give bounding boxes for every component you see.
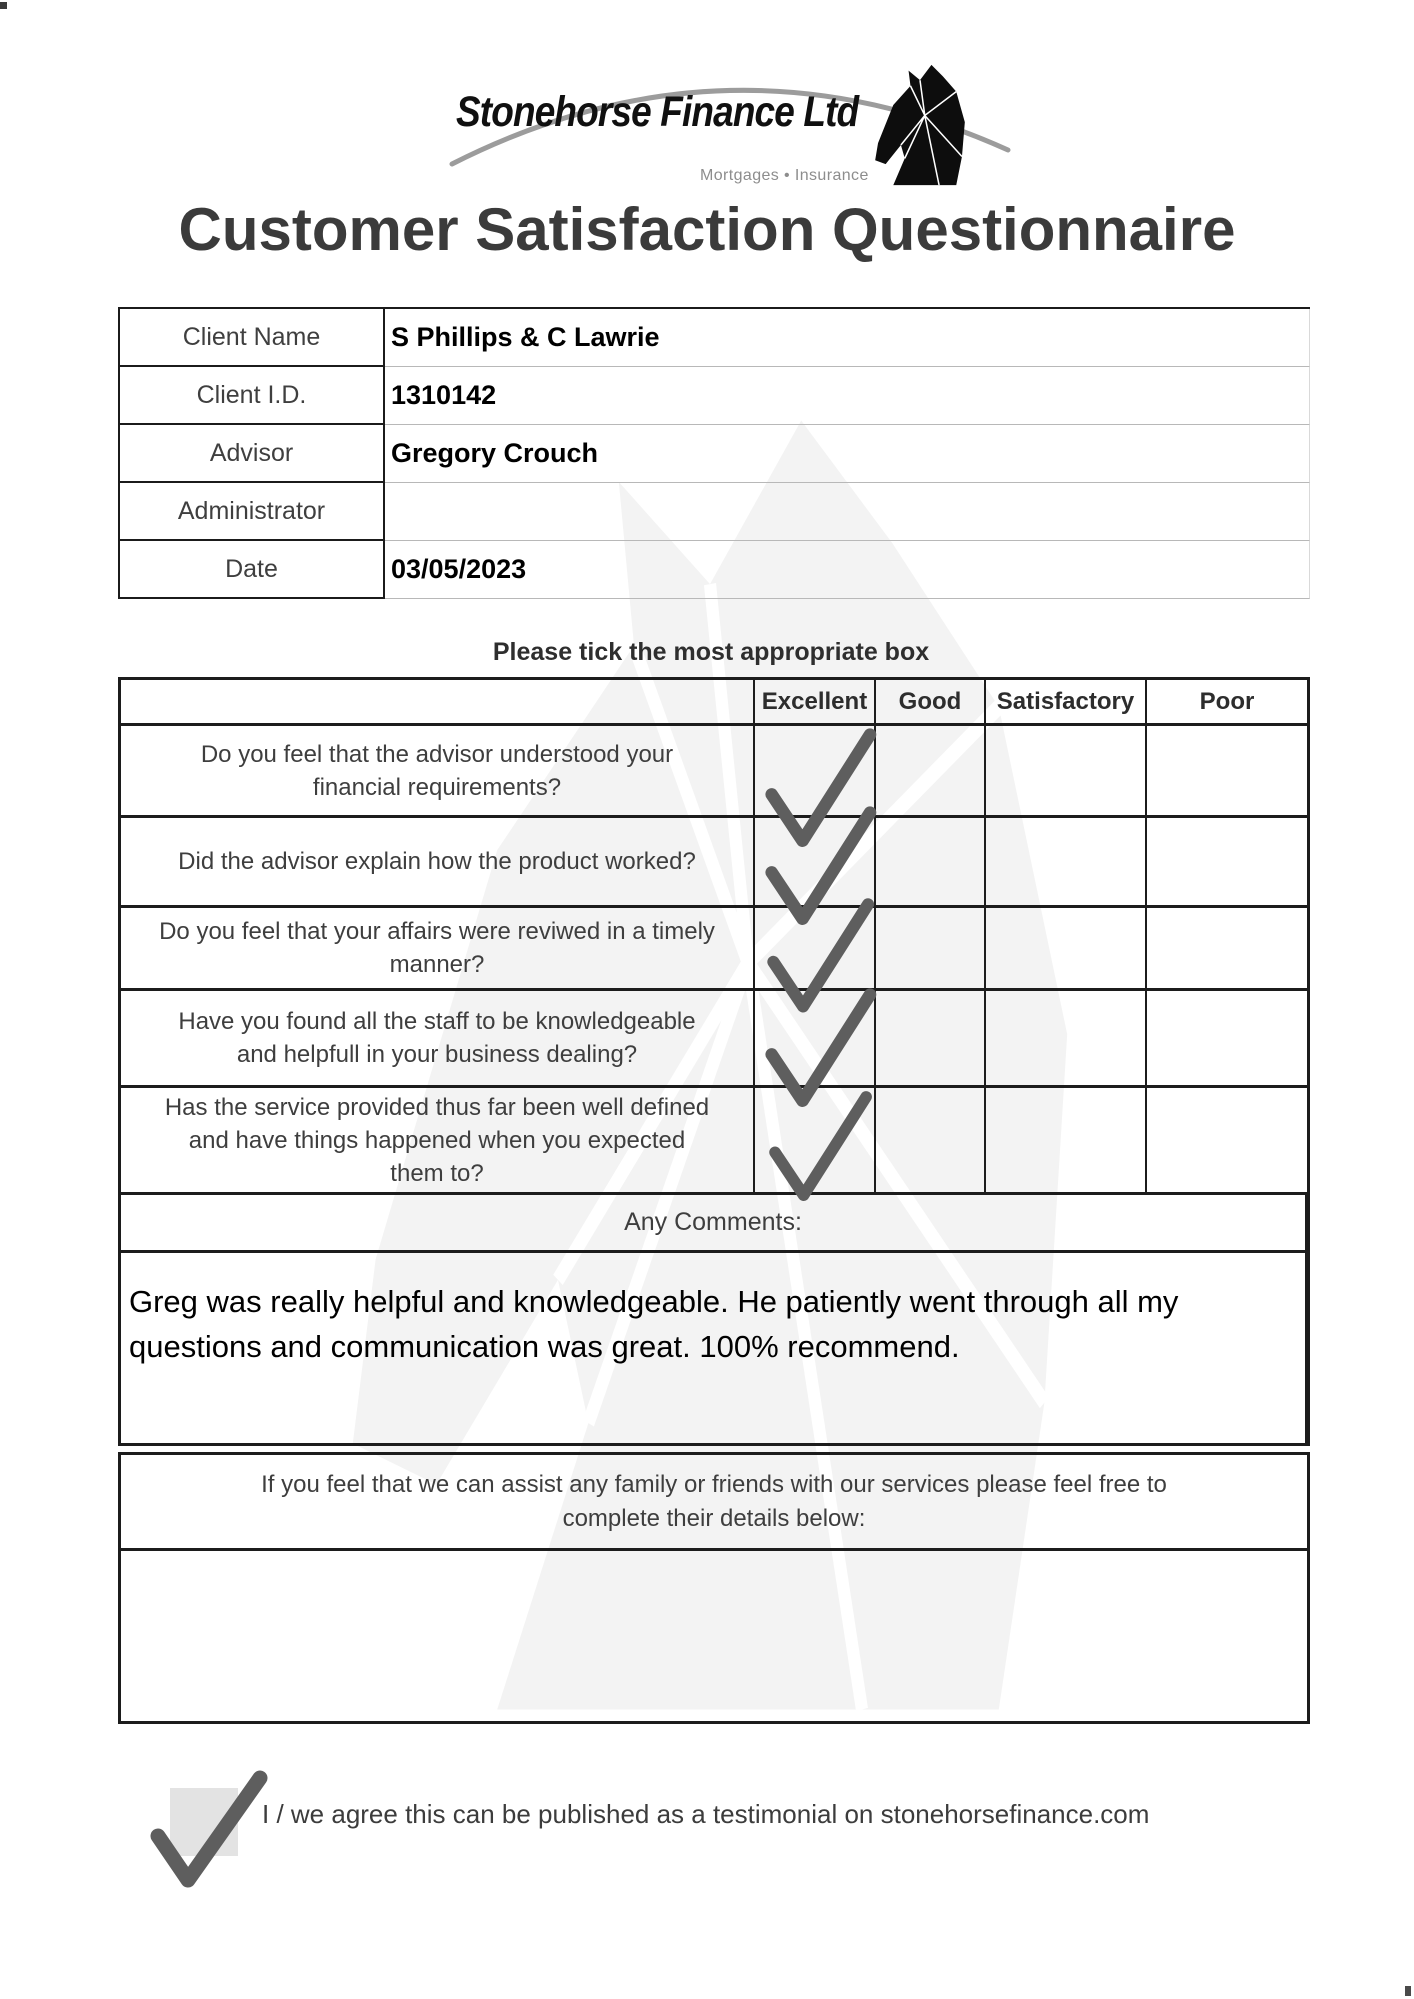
scan-artifact (1405, 1986, 1411, 1996)
referral-prompt: If you feel that we can assist any family or friends with our services please feel free to complete their details below: (121, 1455, 1307, 1551)
rating-cell-poor[interactable] (1147, 908, 1307, 991)
advisor-label: Advisor (118, 425, 385, 483)
rating-cell-good[interactable] (876, 818, 986, 908)
rating-cell-good[interactable] (876, 908, 986, 991)
question-text: Do you feel that the advisor understood your financial requirements? (121, 726, 755, 818)
column-header-poor: Poor (1147, 680, 1307, 726)
column-header-good: Good (876, 680, 986, 726)
client-info-table (118, 307, 1310, 599)
rating-cell-satisfactory[interactable] (986, 991, 1147, 1088)
client-name-label: Client Name (118, 309, 385, 367)
rating-cell-satisfactory[interactable] (986, 908, 1147, 991)
scan-artifact (0, 2, 7, 9)
testimonial-consent-label: I / we agree this can be published as a testimonial on stonehorsefinance.com (262, 1799, 1150, 1829)
question-text: Have you found all the staff to be knowledgeable and helpfull in your business dealing? (121, 991, 755, 1088)
logo-tagline: Mortgages • Insurance (700, 167, 869, 184)
rating-cell-satisfactory[interactable] (986, 1088, 1147, 1195)
rating-cell-poor[interactable] (1147, 1088, 1307, 1195)
rating-header-empty (121, 680, 755, 726)
rating-cell-good[interactable] (876, 991, 986, 1088)
advisor-value[interactable]: Gregory Crouch (385, 425, 1310, 483)
rating-cell-poor[interactable] (1147, 991, 1307, 1088)
column-header-satisfactory: Satisfactory (986, 680, 1147, 726)
client-id-value[interactable]: 1310142 (385, 367, 1310, 425)
client-id-label: Client I.D. (118, 367, 385, 425)
comments-label: Any Comments: (121, 1195, 1307, 1253)
question-text: Do you feel that your affairs were reviwed in a timely manner? (121, 908, 755, 991)
tick-mark-icon (136, 1768, 278, 1900)
administrator-label: Administrator (118, 483, 385, 541)
rating-cell-satisfactory[interactable] (986, 818, 1147, 908)
rating-cell-good[interactable] (876, 1088, 986, 1195)
page-title: Customer Satisfaction Questionnaire (178, 196, 1236, 263)
rating-cell-satisfactory[interactable] (986, 726, 1147, 818)
tick-mark-icon (742, 1088, 892, 1213)
date-label: Date (118, 541, 385, 599)
question-text: Has the service provided thus far been well defined and have things happened when you expected them to? (121, 1088, 755, 1195)
horse-head-icon (872, 63, 968, 187)
tick-instruction: Please tick the most appropriate box (492, 638, 930, 666)
column-header-excellent: Excellent (755, 680, 876, 726)
rating-cell-poor[interactable] (1147, 818, 1307, 908)
referral-details-box[interactable] (121, 1551, 1307, 1721)
administrator-value[interactable] (385, 483, 1310, 541)
logo-text: Stonehorse Finance Ltd (456, 88, 859, 136)
date-value[interactable]: 03/05/2023 (385, 541, 1310, 599)
comments-text: Greg was really helpful and knowledgeable. He patiently went through all my questions and communication was great. 100% recommend. (129, 1284, 1179, 1364)
question-text: Did the advisor explain how the product worked? (121, 818, 755, 908)
client-name-value[interactable]: S Phillips & C Lawrie (385, 309, 1310, 367)
comments-box[interactable] (121, 1253, 1307, 1443)
referral-section (118, 1452, 1310, 1724)
rating-cell-poor[interactable] (1147, 726, 1307, 818)
rating-cell-good[interactable] (876, 726, 986, 818)
rating-table (118, 677, 1310, 1446)
